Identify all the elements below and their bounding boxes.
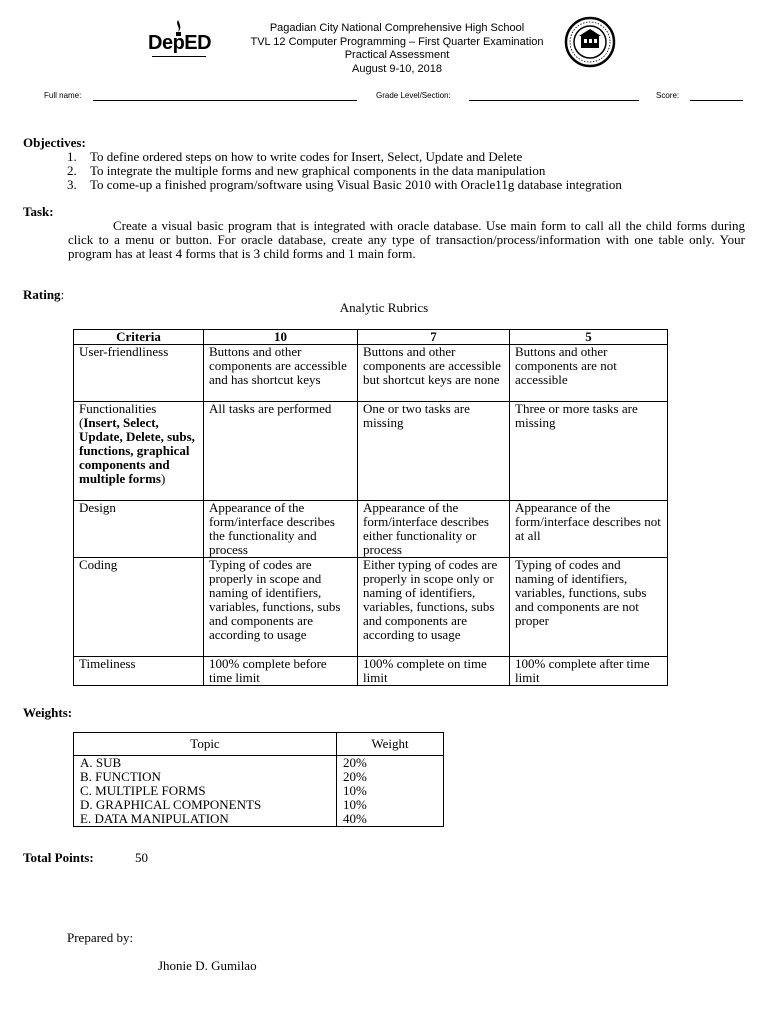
weights-table — [73, 732, 444, 827]
score-7-cell: Either typing of codes are properly in scope only or naming of identifiers, variables, functions, subs and components are according to usage — [358, 558, 510, 657]
score-5-cell: Three or more tasks are missing — [510, 402, 668, 501]
topic-item: D. GRAPHICAL COMPONENTS — [80, 797, 262, 812]
assessment-type: Practical Assessment — [344, 49, 450, 61]
table-row — [74, 558, 668, 657]
table-row — [74, 345, 668, 402]
table-row — [74, 657, 668, 686]
objective-item: 3. To come-up a finished program/software using Visual Basic 2010 with Oracle11g database integration — [67, 177, 622, 192]
rating-heading: Rating: — [23, 287, 65, 302]
topic-item: E. DATA MANIPULATION — [80, 811, 229, 826]
total-points-label: Total Points: — [23, 850, 94, 865]
col-5: 5 — [510, 330, 668, 345]
topic-item: C. MULTIPLE FORMS — [80, 783, 206, 798]
task-heading: Task: — [23, 204, 54, 219]
topic-list — [74, 756, 337, 827]
score-10-cell: Typing of codes are properly in scope and naming of identifiers, variables, functions, subs and components are according to usage — [204, 558, 358, 657]
table-row — [74, 756, 444, 827]
score-5-cell: Appearance of the form/interface describes not at all — [510, 501, 668, 558]
score-7-cell: One or two tasks are missing — [358, 402, 510, 501]
criteria-cell: Coding — [74, 558, 204, 657]
score-5-cell: 100% complete after time limit — [510, 657, 668, 686]
rubric-table — [73, 329, 668, 686]
school-name: Pagadian City National Comprehensive High School — [269, 22, 525, 34]
criteria-cell: Design — [74, 501, 204, 558]
score-7-cell: 100% complete on time limit — [358, 657, 510, 686]
col-7: 7 — [358, 330, 510, 345]
topic-item: B. FUNCTION — [80, 769, 161, 784]
weight-value: 40% — [343, 811, 367, 826]
objective-item: 1. To define ordered steps on how to write codes for Insert, Select, Update and Delete — [67, 149, 523, 164]
col-criteria: Criteria — [74, 330, 204, 345]
score-10-cell: Buttons and other components are accessible and has shortcut keys — [204, 345, 358, 402]
full-name-field[interactable] — [93, 100, 357, 101]
objectives-heading: Objectives: — [23, 135, 86, 150]
preparer-name: Jhonie D. Gumilao — [158, 958, 257, 973]
task-body: Create a visual basic program that is integrated with oracle database. Use main form to call all the child forms during click to a menu or button. For oracle database, create any type of transaction/process/information with one table only. Your program has at least 4 forms that is 3 child forms and 1 main form. — [68, 218, 745, 261]
score-5-cell: Typing of codes and naming of identifiers, variables, functions, subs and components are not proper — [510, 558, 668, 657]
criteria-cell: User-friendliness — [74, 345, 204, 402]
score-10-cell: 100% complete before time limit — [204, 657, 358, 686]
weight-value: 10% — [343, 797, 367, 812]
prepared-by-label: Prepared by: — [67, 930, 134, 945]
weights-header-row — [74, 733, 444, 756]
criteria-cell: Timeliness — [74, 657, 204, 686]
weights-heading: Weights: — [23, 705, 73, 720]
col-10: 10 — [204, 330, 358, 345]
deped-logo-text: DepED — [148, 32, 212, 54]
score-5-cell: Buttons and other components are not accessible — [510, 345, 668, 402]
score-10-cell: All tasks are performed — [204, 402, 358, 501]
score-field[interactable] — [690, 100, 743, 101]
total-points-value: 50 — [135, 850, 148, 865]
grade-section-label: Grade Level/Section: — [376, 91, 451, 100]
rubric-header-row — [74, 330, 668, 345]
weight-list — [337, 756, 444, 827]
score-10-cell: Appearance of the form/interface describes the functionality and process — [204, 501, 358, 558]
score-label: Score: — [656, 91, 680, 100]
topic-item: A. SUB — [80, 755, 122, 770]
objective-item: 2. To integrate the multiple forms and new graphical components in the data manipulation — [67, 163, 546, 178]
weight-value: 20% — [343, 755, 367, 770]
weight-value: 10% — [343, 783, 367, 798]
col-topic: Topic — [74, 733, 337, 756]
table-row — [74, 501, 668, 558]
score-7-cell: Buttons and other components are accessible but shortcut keys are none — [358, 345, 510, 402]
col-weight: Weight — [337, 733, 444, 756]
table-row — [74, 402, 668, 501]
weight-value: 20% — [343, 769, 367, 784]
score-7-cell: Appearance of the form/interface describes either functionality or process — [358, 501, 510, 558]
full-name-label: Full name: — [44, 91, 82, 100]
rubric-caption: Analytic Rubrics — [339, 300, 429, 315]
exam-title: TVL 12 Computer Programming – First Quarter Examination — [250, 36, 544, 48]
grade-section-field[interactable] — [469, 100, 639, 101]
exam-date: August 9-10, 2018 — [352, 63, 442, 75]
objectives-list — [67, 150, 747, 192]
criteria-cell: Functionalities (Insert, Select, Update, Delete, subs, functions, graphical components and multiple forms) — [74, 402, 204, 501]
